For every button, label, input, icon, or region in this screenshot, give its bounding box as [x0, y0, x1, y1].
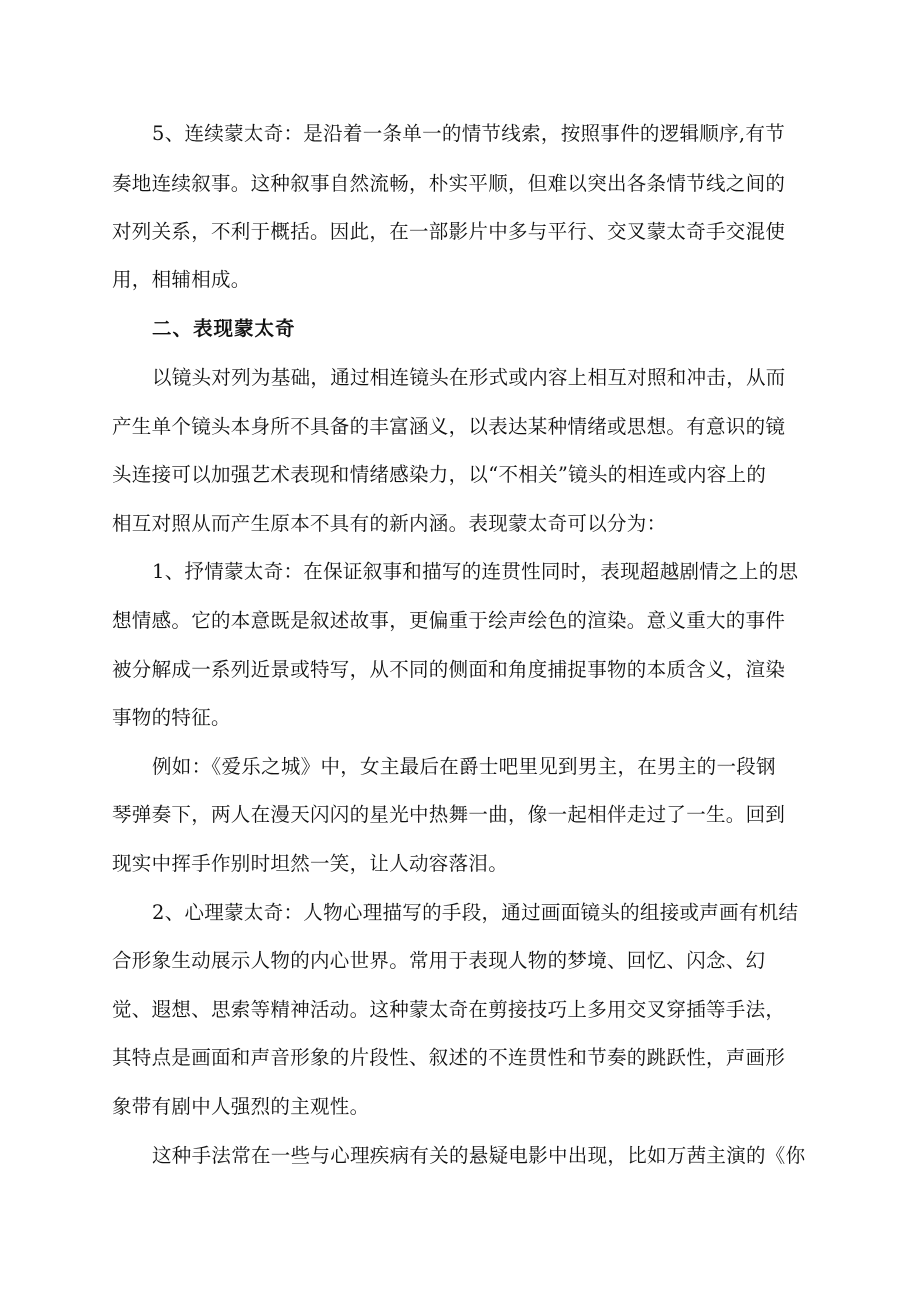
paragraph-line: 用，相辅相成。 [112, 268, 251, 291]
paragraph-line: 头连接可以加强艺术表现和情绪感染力，以“不相关”镜头的相连或内容上的 [112, 463, 767, 486]
paragraph-line: 琴弹奏下，两人在漫天闪闪的星光中热舞一曲，像一起相伴走过了一生。回到 [112, 803, 786, 826]
paragraph-line: 奏地连续叙事。这种叙事自然流畅，朴实平顺，但难以突出各条情节线之间的 [112, 172, 786, 195]
paragraph-line: 这种手法常在一些与心理疾病有关的悬疑电影中出现，比如万茜主演的《你 [152, 1144, 806, 1167]
paragraph-line: 事物的特征。 [112, 706, 231, 729]
paragraph-line: 现实中挥手作别时坦然一笑，让人动容落泪。 [112, 852, 509, 875]
paragraph-line: 5、连续蒙太奇：是沿着一条单一的情节线索，按照事件的逻辑顺序,有节 [152, 122, 786, 145]
paragraph-line: 以镜头对列为基础，通过相连镜头在形式或内容上相互对照和冲击，从而 [152, 366, 786, 389]
paragraph-line: 合形象生动展示人物的内心世界。常用于表现人物的梦境、回忆、闪念、幻 [112, 949, 766, 972]
paragraph-line: 1、抒情蒙太奇：在保证叙事和描写的连贯性同时，表现超越剧情之上的思 [152, 560, 799, 583]
paragraph-line: 觉、遐想、思索等精神活动。这种蒙太奇在剪接技巧上多用交叉穿插等手法， [112, 998, 786, 1021]
paragraph-line: 相互对照从而产生原本不具有的新内涵。表现蒙太奇可以分为： [112, 512, 667, 535]
paragraph-line: 对列关系，不利于概括。因此，在一部影片中多与平行、交叉蒙太奇手交混使 [112, 220, 786, 243]
paragraph-line: 其特点是画面和声音形象的片段性、叙述的不连贯性和节奏的跳跃性，声画形 [112, 1046, 786, 1069]
paragraph-line: 想情感。它的本意既是叙述故事，更偏重于绘声绘色的渲染。意义重大的事件 [112, 609, 786, 632]
paragraph-line: 被分解成一系列近景或特写，从不同的侧面和角度捕捉事物的本质含义，渲染 [112, 658, 786, 681]
paragraph-line: 例如：《爱乐之城》中，女主最后在爵士吧里见到男主，在男主的一段钢 [152, 755, 776, 778]
paragraph-line: 产生单个镜头本身所不具备的丰富涵义，以表达某种情绪或思想。有意识的镜 [112, 415, 786, 438]
paragraph-line: 2、心理蒙太奇：人物心理描写的手段，通过画面镜头的组接或声画有机结 [152, 901, 799, 924]
section-heading: 二、表现蒙太奇 [152, 317, 296, 340]
paragraph-line: 象带有剧中人强烈的主观性。 [112, 1095, 370, 1118]
